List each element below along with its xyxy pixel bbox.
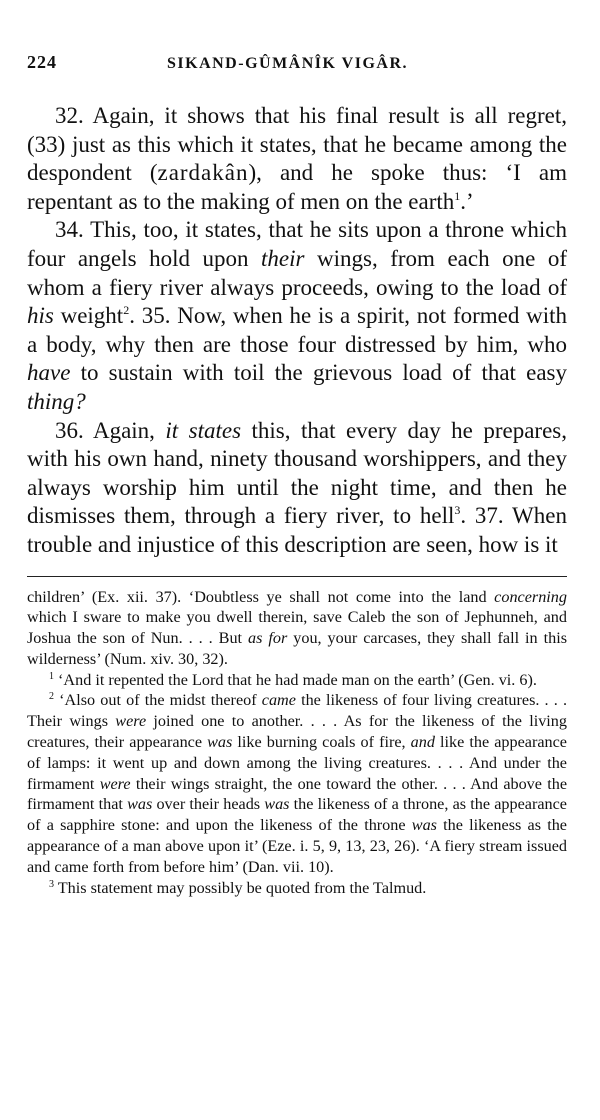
text-run: weight: [53, 303, 124, 329]
paragraph-32: [27, 102, 567, 216]
footnote-ref-2: 2: [123, 303, 130, 318]
footnote-ref-1: 1: [454, 188, 461, 203]
text-run: .’: [460, 188, 474, 214]
footnote-continuation: [27, 587, 567, 670]
running-header: [27, 52, 567, 80]
text-run: to sustain with toil the grievous load of that easy: [70, 360, 567, 386]
italic-word: was: [411, 816, 437, 835]
text-run: the likeness as the appearance of a man above upon it’ (Eze. i. 5, 9, 13, 23, 26). ‘A fiery stream issued and came forth from before him’ (Dan. vii. 10).: [27, 816, 567, 876]
italic-word: their: [261, 245, 305, 271]
book-page: [27, 52, 567, 898]
text-run: This statement may possibly be quoted from the Talmud.: [54, 878, 427, 897]
italic-word: thing: [27, 388, 75, 414]
text-run: joined one to another. . . . As for the likeness of the living creatures, their appearance: [27, 712, 567, 752]
text-run: ?: [74, 388, 86, 414]
text-run: this, that every day he prepares, with his own hand, ninety thousand worshippers, and they always worship him until the night time, and then he dismisses them, through a fiery river, to hell: [27, 417, 567, 529]
footnote-1: [27, 670, 567, 691]
italic-word: it states: [165, 417, 242, 443]
footnote-divider: [27, 576, 567, 577]
text-run: children’ (Ex. xii. 37). ‘Doubtless ye shall not come into the land: [27, 587, 495, 606]
term-zardakan: zardakân: [157, 160, 249, 186]
italic-word: as for: [248, 629, 288, 648]
paragraph-34: [27, 216, 567, 416]
italic-word: his: [27, 303, 54, 329]
text-run: you, your carcases, they shall fall in this wilderness’ (Num. xiv. 30, 32).: [27, 629, 568, 668]
footnote-3: [27, 878, 567, 899]
text-run: like the appearance of lamps: it went up and down among the living creatures. . . . And under the firmament: [27, 733, 567, 793]
text-run: ), and he spoke thus: ‘I am repentant as to the making of men on the earth: [27, 160, 567, 214]
text-run: over their heads: [152, 795, 265, 814]
text-run: which I sware to make you dwell therein, save Caleb the son of Jephunneh, and Joshua the son of Nun. . . . But: [27, 608, 567, 648]
main-text: [27, 102, 567, 560]
footnote-mark: 3: [49, 878, 54, 890]
italic-word: was: [207, 733, 233, 752]
text-run: 32. Again, it shows that his final result is all regret, (33) just as this which it states, that he became among the despondent (: [27, 103, 567, 186]
footnote-mark: 2: [49, 691, 54, 703]
italic-word: were: [115, 712, 147, 731]
footnotes: [27, 587, 567, 899]
text-run: 36. Again,: [55, 417, 166, 443]
text-run: ‘And it repented the Lord that he had made man on the earth’ (Gen. vi. 6).: [54, 670, 537, 689]
page-number: 224: [27, 52, 57, 72]
italic-word: came: [261, 691, 296, 710]
text-run: their wings straight, the one toward the other. . . . And above the firmament that: [27, 774, 568, 814]
footnote-2: [27, 690, 567, 877]
text-run: like burning coals of fire,: [232, 733, 411, 752]
italic-word: and: [410, 733, 435, 752]
text-run: the likeness of four living creatures. . . . Their wings: [27, 691, 567, 731]
italic-word: was: [264, 795, 290, 814]
footnote-ref-3: 3: [454, 503, 461, 518]
italic-word: were: [99, 774, 131, 793]
text-run: ‘Also out of the midst thereof: [54, 691, 262, 710]
running-title: SIKAND-GÛMÂNÎK VIGÂR.: [167, 55, 408, 72]
italic-word: have: [27, 360, 71, 386]
paragraph-36: [27, 417, 567, 560]
text-run: . 37. When trouble and injustice of this description are seen, how is it: [27, 503, 567, 557]
text-run: . 35. Now, when he is a spirit, not formed with a body, why then are those four distressed by him, who: [27, 303, 567, 357]
text-run: the likeness of a throne, as the appearance of a sapphire stone: and upon the likeness of the throne: [27, 795, 567, 835]
text-run: 34. This, too, it states, that he sits upon a throne which four angels hold upon: [27, 217, 567, 271]
italic-word: concerning: [494, 587, 567, 606]
italic-word: was: [127, 795, 153, 814]
text-run: wings, from each one of whom a fiery river always proceeds, owing to the load of: [27, 245, 567, 300]
footnote-mark: 1: [49, 670, 54, 682]
